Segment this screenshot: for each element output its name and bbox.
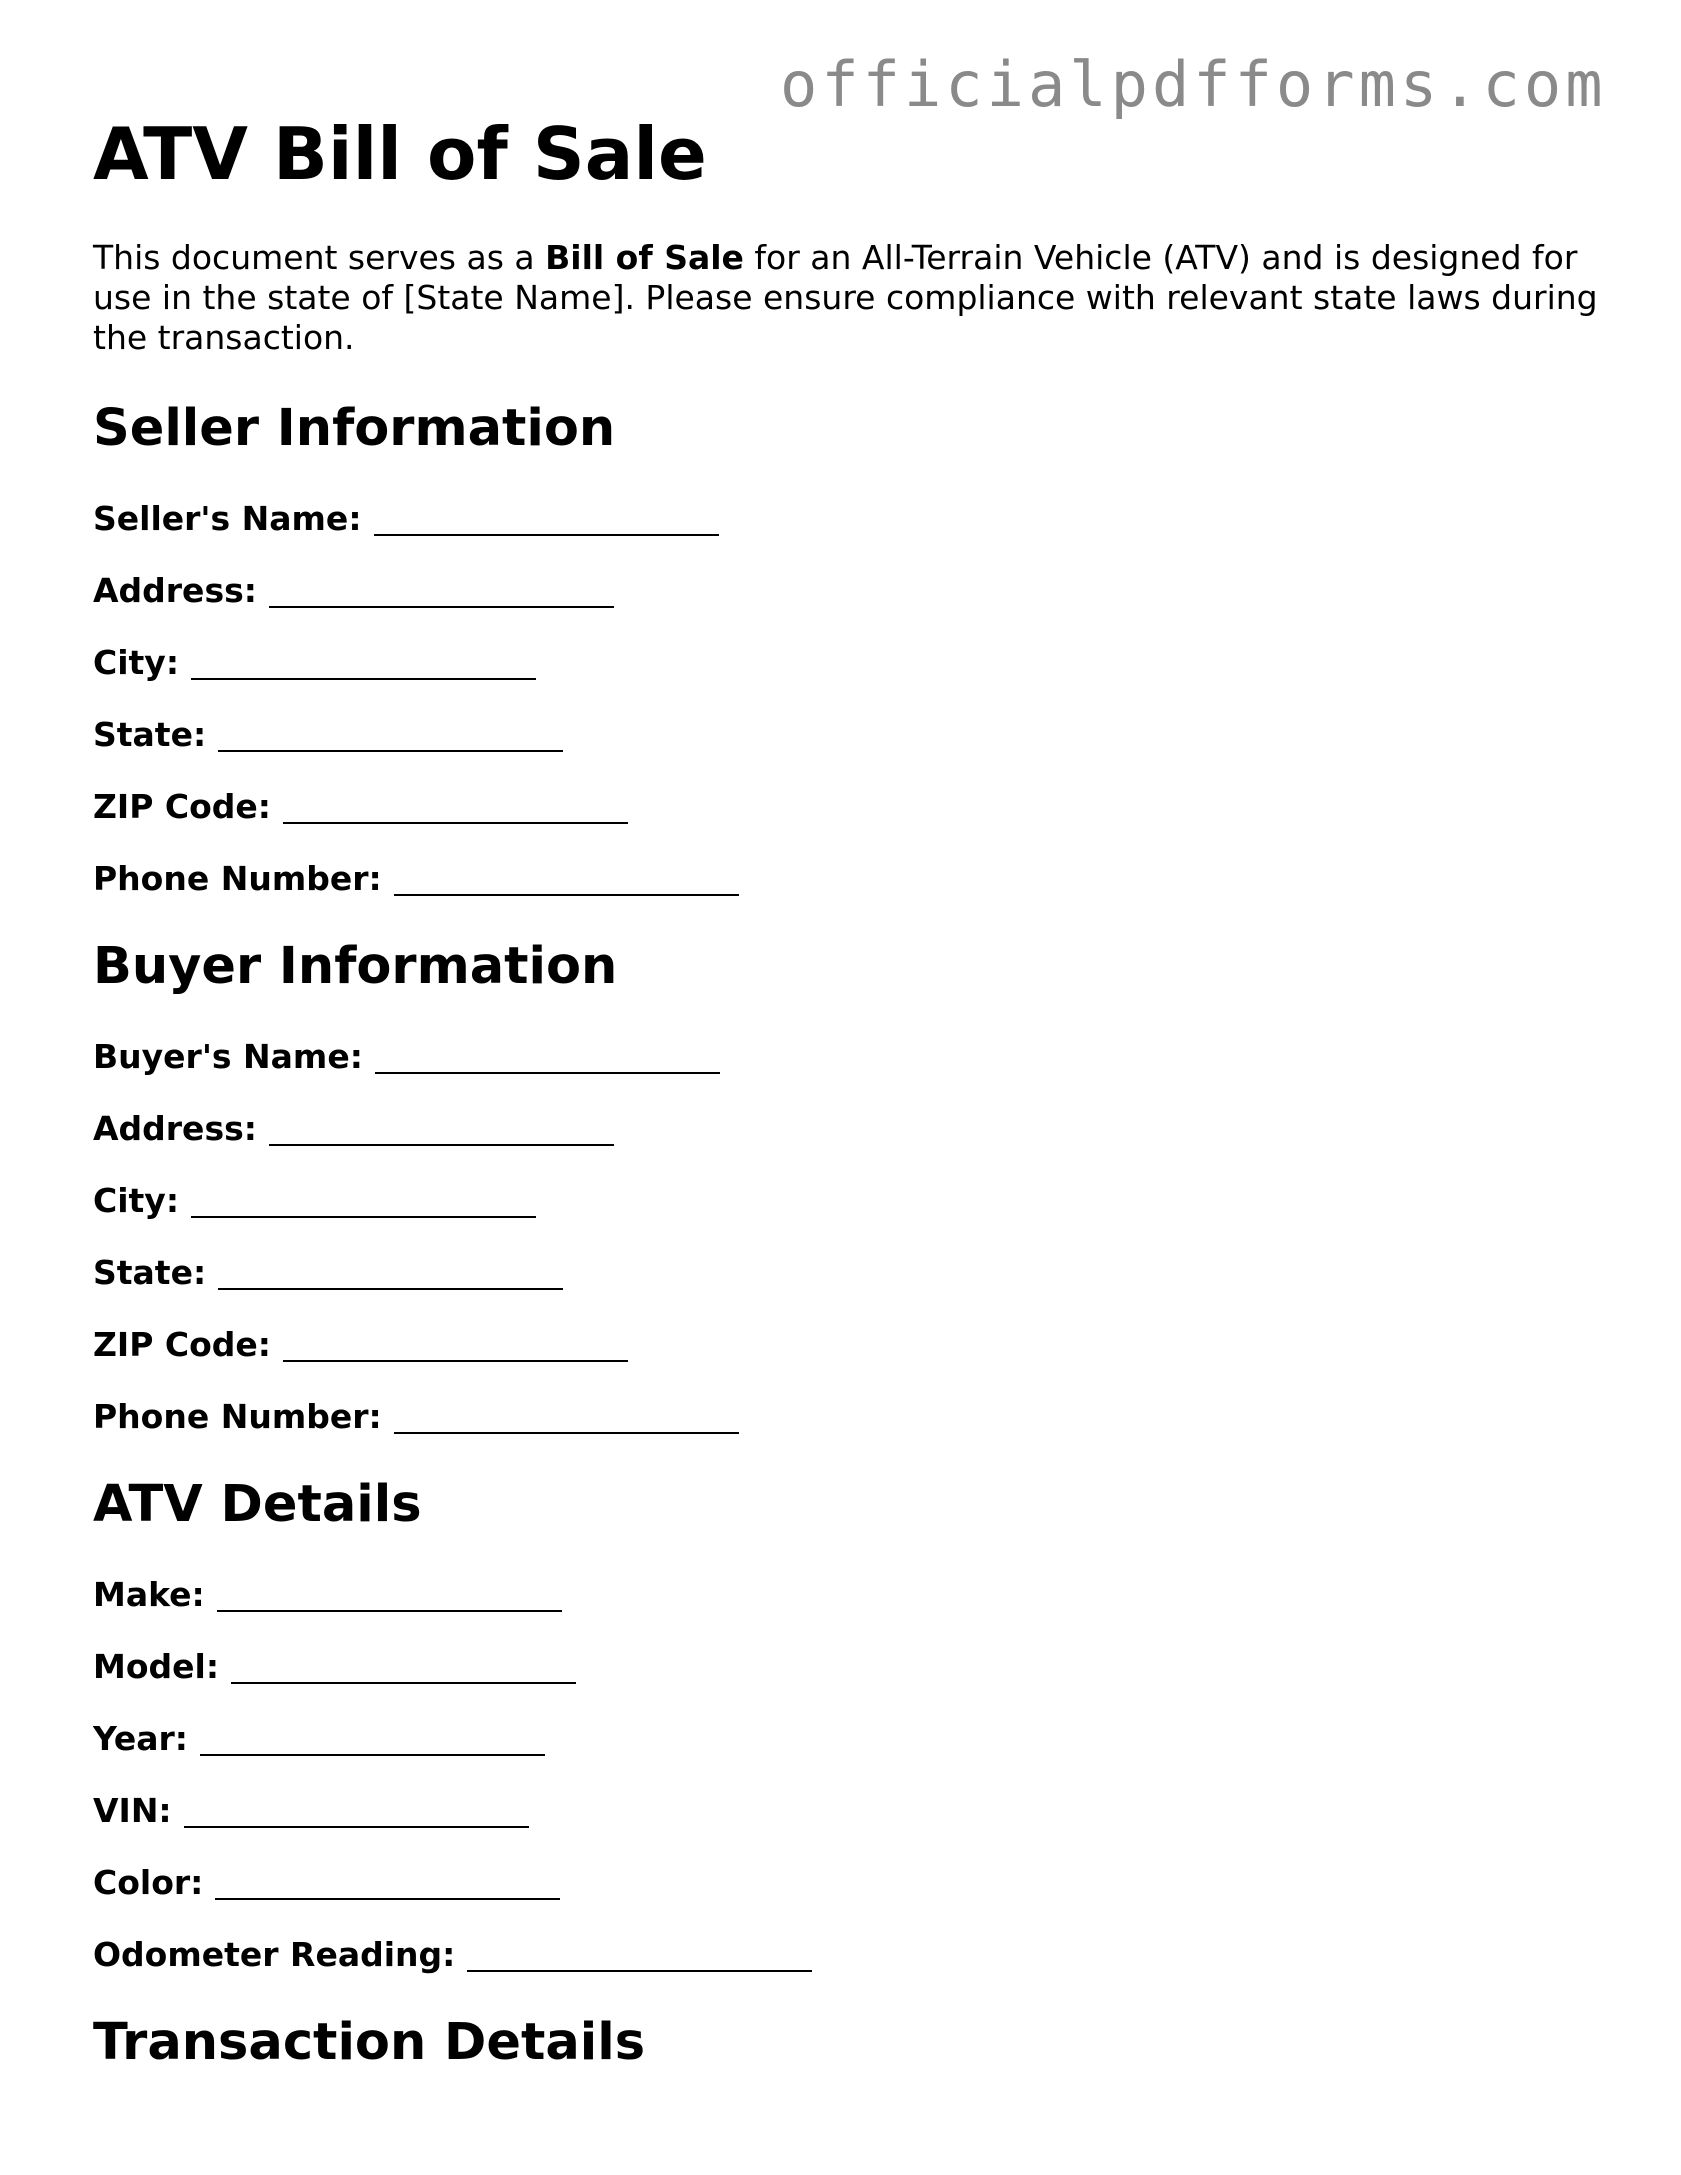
field-label: VIN: — [93, 1791, 172, 1830]
field-blank-line[interactable] — [283, 1359, 628, 1362]
field-blank-line[interactable] — [200, 1753, 545, 1756]
seller-section-heading: Seller Information — [93, 399, 616, 458]
atv-make-field[interactable] — [93, 1575, 562, 1614]
atv-year-field[interactable] — [93, 1719, 545, 1758]
buyer-address-field[interactable] — [93, 1109, 614, 1148]
intro-text-before: This document serves as a — [93, 238, 546, 277]
transaction-section-heading: Transaction Details — [93, 2013, 646, 2072]
field-label: Buyer's Name: — [93, 1037, 363, 1076]
seller-zip-field[interactable] — [93, 787, 628, 826]
seller-address-field[interactable] — [93, 571, 614, 610]
intro-paragraph — [93, 238, 1613, 358]
field-label: Make: — [93, 1575, 205, 1614]
atv-vin-field[interactable] — [93, 1791, 529, 1830]
field-blank-line[interactable] — [269, 1143, 614, 1146]
buyer-name-field[interactable] — [93, 1037, 720, 1076]
watermark: officialpdfforms.com — [780, 48, 1607, 121]
field-blank-line[interactable] — [184, 1825, 529, 1828]
field-label: Odometer Reading: — [93, 1935, 456, 1974]
field-label: Model: — [93, 1647, 220, 1686]
buyer-city-field[interactable] — [93, 1181, 536, 1220]
atv-color-field[interactable] — [93, 1863, 560, 1902]
field-label: Color: — [93, 1863, 204, 1902]
field-label: State: — [93, 715, 207, 754]
field-blank-line[interactable] — [218, 1287, 563, 1290]
field-blank-line[interactable] — [269, 605, 614, 608]
intro-text-bold: Bill of Sale — [545, 238, 744, 277]
field-blank-line[interactable] — [191, 677, 536, 680]
field-label: City: — [93, 643, 180, 682]
field-blank-line[interactable] — [394, 1431, 739, 1434]
field-blank-line[interactable] — [283, 821, 628, 824]
field-blank-line[interactable] — [394, 893, 739, 896]
field-label: Phone Number: — [93, 859, 382, 898]
atv-section-heading: ATV Details — [93, 1475, 422, 1534]
atv-odometer-field[interactable] — [93, 1935, 812, 1974]
field-blank-line[interactable] — [467, 1969, 812, 1972]
field-blank-line[interactable] — [374, 533, 719, 536]
buyer-section-heading: Buyer Information — [93, 937, 618, 996]
field-label: ZIP Code: — [93, 1325, 271, 1364]
seller-name-field[interactable] — [93, 499, 719, 538]
buyer-zip-field[interactable] — [93, 1325, 628, 1364]
field-label: Year: — [93, 1719, 188, 1758]
buyer-state-field[interactable] — [93, 1253, 563, 1292]
field-blank-line[interactable] — [191, 1215, 536, 1218]
page-title: ATV Bill of Sale — [93, 112, 707, 196]
field-label: City: — [93, 1181, 180, 1220]
field-blank-line[interactable] — [375, 1071, 720, 1074]
atv-model-field[interactable] — [93, 1647, 576, 1686]
field-blank-line[interactable] — [215, 1897, 560, 1900]
seller-phone-field[interactable] — [93, 859, 739, 898]
field-label: Address: — [93, 571, 257, 610]
field-blank-line[interactable] — [217, 1609, 562, 1612]
field-label: ZIP Code: — [93, 787, 271, 826]
field-label: Phone Number: — [93, 1397, 382, 1436]
field-label: Seller's Name: — [93, 499, 362, 538]
seller-city-field[interactable] — [93, 643, 536, 682]
field-blank-line[interactable] — [231, 1681, 576, 1684]
field-label: Address: — [93, 1109, 257, 1148]
buyer-phone-field[interactable] — [93, 1397, 739, 1436]
seller-state-field[interactable] — [93, 715, 563, 754]
field-label: State: — [93, 1253, 207, 1292]
field-blank-line[interactable] — [218, 749, 563, 752]
intro-text-after: for an All-Terrain Vehicle (ATV) and is designed for use in the state of [State Name]. Please ensure compliance with relevant state laws during the transaction. — [93, 238, 1598, 357]
